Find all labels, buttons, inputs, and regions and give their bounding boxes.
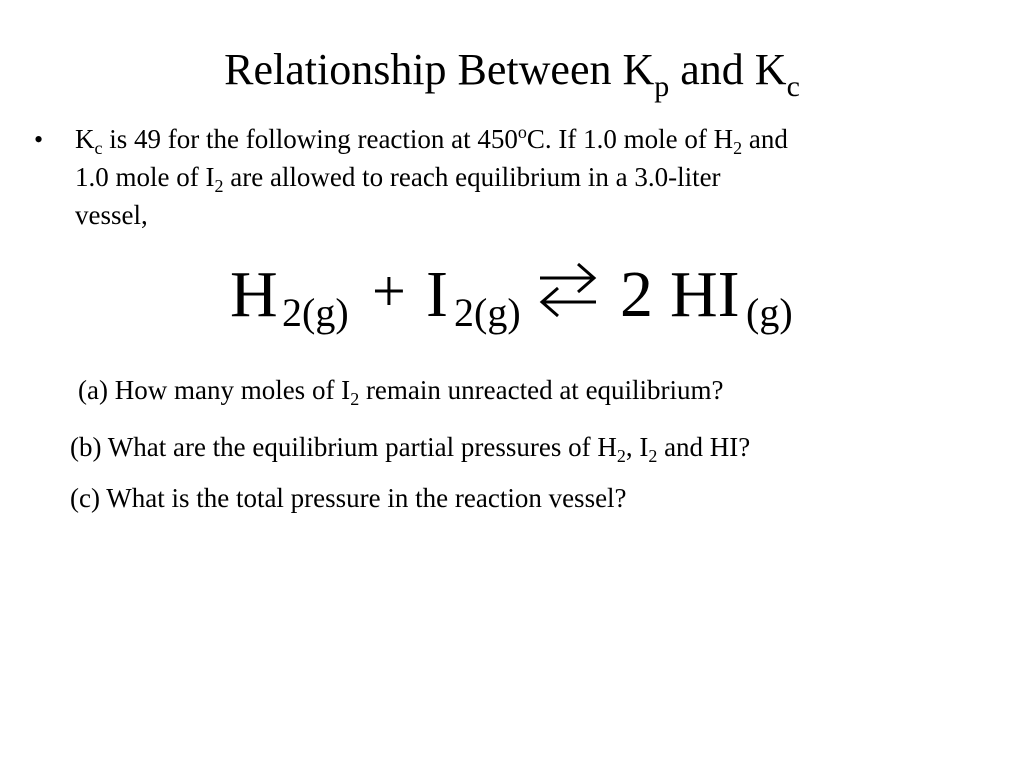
- slide-title: [0, 40, 1024, 105]
- eq-hi-subscript: (g): [746, 290, 793, 335]
- question-b-text-3: and HI?: [657, 432, 751, 462]
- kc-symbol: K: [75, 124, 95, 154]
- bullet-line-3: vessel,: [75, 200, 148, 230]
- question-a-text-2: remain unreacted at equilibrium?: [359, 375, 724, 405]
- title-subscript-p: p: [654, 70, 670, 103]
- question-b-subscript-2: 2: [648, 446, 658, 466]
- equilibrium-arrows-icon: [536, 256, 600, 326]
- bullet-mark: •: [34, 125, 44, 154]
- eq-hi: HI: [670, 258, 740, 331]
- bullet-line-1-text-a: is 49 for the following reaction at 450: [102, 124, 518, 154]
- bullet-line-1: [75, 122, 1005, 160]
- bullet-line-1-text-b: C. If 1.0 mole of H: [526, 124, 734, 154]
- eq-i: I: [426, 258, 448, 331]
- eq-h: H: [230, 258, 278, 331]
- eq-coefficient: 2: [620, 258, 653, 331]
- question-a-text-1: (a) How many moles of I: [78, 375, 351, 405]
- eq-plus: +: [372, 258, 406, 324]
- question-b-text-1: (b) What are the equilibrium partial pressures of H: [70, 432, 617, 462]
- bullet-line-2-text-a: 1.0 mole of I: [75, 162, 215, 192]
- i2-subscript: 2: [214, 176, 224, 196]
- question-a-subscript: 2: [350, 389, 360, 409]
- kc-subscript: c: [94, 138, 103, 158]
- eq-i-subscript: 2(g): [454, 290, 521, 335]
- bullet-line-1-text-c: and: [742, 124, 788, 154]
- question-a: [78, 372, 724, 411]
- title-subscript-c: c: [786, 70, 800, 103]
- question-b-text-2: , I: [625, 432, 649, 462]
- title-text-mid: and K: [669, 45, 787, 94]
- title-text: Relationship Between K: [224, 45, 655, 94]
- bullet-line-2: [75, 160, 1005, 198]
- question-c: (c) What is the total pressure in the reaction vessel?: [70, 483, 627, 513]
- bullet-text: [75, 122, 1005, 233]
- degree-superscript: o: [517, 122, 527, 142]
- eq-h-subscript: 2(g): [282, 290, 349, 335]
- h2-subscript: 2: [733, 138, 743, 158]
- question-b-subscript-1: 2: [616, 446, 626, 466]
- question-b: [70, 429, 750, 468]
- bullet-line-2-text-b: are allowed to reach equilibrium in a 3.0-liter: [223, 162, 721, 192]
